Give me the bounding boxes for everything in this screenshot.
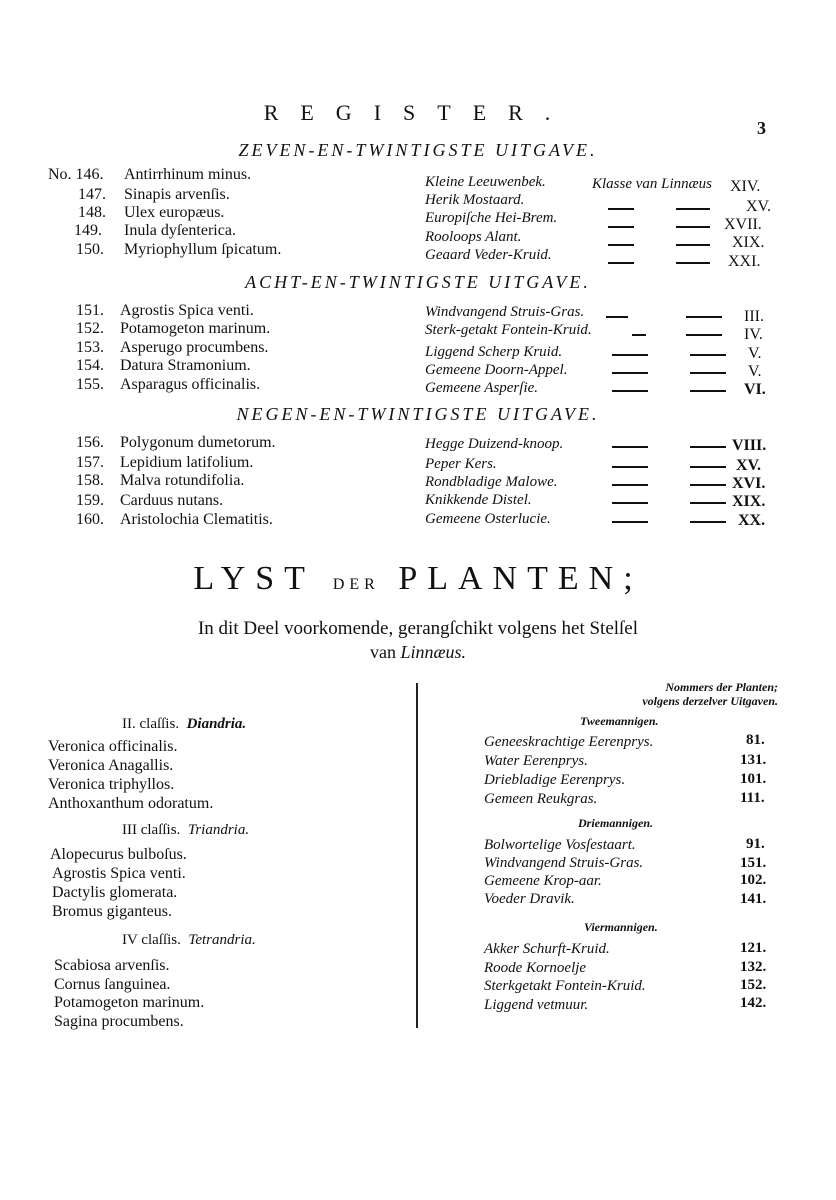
lyst-title	[0, 560, 836, 598]
lyst-title-b: PLANTEN;	[398, 560, 643, 597]
row-latin-name: Agrostis Spica venti.	[120, 302, 254, 319]
page-number: 3	[757, 118, 766, 138]
column-divider	[416, 683, 418, 1028]
class-label: III claſſis.	[122, 822, 181, 838]
plant-dutch: Water Eerenprys.	[484, 753, 588, 769]
ditto-dash	[612, 466, 648, 468]
row-number: 149.	[74, 222, 102, 239]
row-dutch-name: Windvangend Struis-Gras.	[425, 304, 585, 320]
plant-number: 131.	[740, 752, 767, 768]
row-number: 152.	[76, 320, 104, 337]
ditto-dash	[608, 226, 634, 228]
row-dutch-name: Gemeene Doorn-Appel.	[425, 362, 568, 378]
row-dutch-name: Rooloops Alant.	[425, 229, 522, 245]
row-klasse: XV.	[746, 198, 772, 215]
row-number: No. 146.	[48, 166, 104, 183]
ditto-dash	[690, 466, 726, 468]
row-latin-name: Inula dyſenterica.	[124, 222, 236, 239]
ditto-dash	[608, 244, 634, 246]
row-number: 160.	[76, 511, 104, 528]
ditto-dash	[612, 446, 648, 448]
row-latin-name: Myriophyllum ſpicatum.	[124, 241, 282, 258]
row-dutch-name: Rondbladige Malowe.	[425, 474, 558, 490]
row-latin-name: Asperugo procumbens.	[120, 339, 269, 356]
row-number: 150.	[76, 241, 104, 258]
row-number: 154.	[76, 357, 104, 374]
numbers-header-line2: volgens derzelver Uitgaven.	[642, 694, 778, 708]
lyst-title-der: DER	[332, 576, 380, 593]
row-dutch-name: Liggend Scherp Kruid.	[425, 344, 563, 360]
row-dutch-name: Herik Mostaard.	[425, 192, 525, 208]
group-heading: Tweemannigen.	[580, 714, 659, 728]
lyst-subtitle-line2	[0, 642, 836, 663]
ditto-dash	[612, 372, 648, 374]
plant-number: 152.	[740, 977, 767, 993]
row-klasse: XIX.	[732, 234, 765, 251]
row-dutch-name: Sterk-getakt Fontein-Kruid.	[425, 322, 592, 338]
plant-dutch: Windvangend Struis-Gras.	[484, 855, 644, 871]
row-latin-name: Carduus nutans.	[120, 492, 224, 509]
ditto-dash	[606, 316, 628, 318]
ditto-dash	[612, 521, 648, 523]
plant-latin: Veronica Anagallis.	[48, 757, 174, 774]
row-dutch-name: Europiſche Hei-Brem.	[425, 210, 558, 226]
section-heading: ZEVEN-EN-TWINTIGSTE UITGAVE.	[238, 140, 598, 160]
row-number: 153.	[76, 339, 104, 356]
numbers-header-line1: Nommers der Planten;	[665, 680, 778, 694]
plant-dutch: Voeder Dravik.	[484, 891, 575, 907]
plant-dutch: Roode Kornoelje	[484, 960, 587, 976]
plant-dutch: Akker Schurft-Kruid.	[484, 941, 610, 957]
plant-latin: Anthoxanthum odoratum.	[48, 795, 214, 812]
row-klasse: V.	[748, 363, 762, 380]
row-number: 158.	[76, 472, 104, 489]
row-dutch-name: Peper Kers.	[425, 456, 497, 472]
ditto-dash	[690, 502, 726, 504]
class-heading	[122, 822, 249, 839]
row-number: 156.	[76, 434, 104, 451]
plant-number: 101.	[740, 771, 767, 787]
ditto-dash	[612, 354, 648, 356]
section-heading: ACHT-EN-TWINTIGSTE UITGAVE.	[245, 272, 591, 292]
row-klasse: VI.	[744, 381, 766, 398]
row-latin-name: Aristolochia Clematitis.	[120, 511, 273, 528]
row-klasse: V.	[748, 345, 762, 362]
row-number: 151.	[76, 302, 104, 319]
row-klasse: IV.	[744, 326, 763, 343]
plant-number: 151.	[740, 855, 767, 871]
group-heading: Viermannigen.	[584, 920, 658, 934]
row-dutch-name: Gemeene Osterlucie.	[425, 511, 551, 527]
ditto-dash	[686, 334, 722, 336]
row-klasse: III.	[744, 308, 764, 325]
row-latin-name: Polygonum dumetorum.	[120, 434, 276, 451]
row-klasse: XVII.	[724, 216, 762, 233]
row-klasse: XIX.	[732, 493, 766, 510]
plant-dutch: Liggend vetmuur.	[484, 997, 589, 1013]
plant-dutch: Sterkgetakt Fontein-Kruid.	[484, 978, 646, 994]
plant-number: 141.	[740, 891, 767, 907]
ditto-dash	[612, 484, 648, 486]
subtitle-linnaeus: Linnæus.	[400, 642, 467, 662]
row-number: 148.	[78, 204, 106, 221]
plant-latin: Veronica triphyllos.	[48, 776, 175, 793]
class-name: Diandria.	[186, 716, 247, 732]
plant-number: 142.	[740, 995, 767, 1011]
plant-latin: Veronica officinalis.	[48, 738, 178, 755]
class-heading	[122, 932, 256, 949]
plant-latin: Agrostis Spica venti.	[52, 865, 186, 882]
plant-latin: Cornus ſanguinea.	[54, 976, 171, 993]
row-dutch-name: Geaard Veder-Kruid.	[425, 247, 552, 263]
row-dutch-name: Kleine Leeuwenbek.	[425, 174, 546, 190]
row-klasse: XX.	[738, 512, 766, 529]
subtitle-van: van	[369, 642, 396, 662]
register-title: REGISTER.	[263, 100, 573, 125]
ditto-dash	[676, 226, 710, 228]
row-latin-name: Lepidium latifolium.	[120, 454, 254, 471]
row-number: 159.	[76, 492, 104, 509]
row-number: 155.	[76, 376, 104, 393]
plant-latin: Potamogeton marinum.	[54, 994, 205, 1011]
plant-latin: Sagina procumbens.	[54, 1013, 184, 1030]
plant-dutch: Gemeen Reukgras.	[484, 791, 598, 807]
row-dutch-name: Knikkende Distel.	[425, 492, 532, 508]
lyst-title-a: LYST	[193, 560, 315, 597]
plant-latin: Dactylis glomerata.	[52, 884, 178, 901]
lyst-subtitle: In dit Deel voorkomende, gerangſchikt volgens het Stelſel	[197, 618, 639, 639]
class-name: Tetrandria.	[188, 932, 256, 948]
ditto-dash	[676, 244, 710, 246]
plant-latin: Alopecurus bulboſus.	[50, 846, 187, 863]
row-latin-name: Antirrhinum minus.	[124, 166, 252, 183]
row-klasse: XV.	[736, 457, 762, 474]
row-number: 157.	[76, 454, 104, 471]
plant-dutch: Driebladige Eerenprys.	[484, 772, 626, 788]
row-latin-name: Datura Stramonium.	[120, 357, 251, 374]
ditto-dash	[690, 446, 726, 448]
row-dutch-name: Gemeene Asperſie.	[425, 380, 539, 396]
ditto-dash	[690, 521, 726, 523]
ditto-dash	[608, 262, 634, 264]
plant-dutch: Gemeene Krop-aar.	[484, 873, 602, 889]
row-latin-name: Potamogeton marinum.	[120, 320, 271, 337]
plant-latin: Bromus giganteus.	[52, 903, 172, 920]
plant-number: 102.	[740, 872, 767, 888]
row-klasse: XVI.	[732, 475, 766, 492]
row-latin-name: Malva rotundifolia.	[120, 472, 245, 489]
ditto-dash	[690, 484, 726, 486]
ditto-dash	[612, 390, 648, 392]
row-dutch-name: Hegge Duizend-knoop.	[425, 436, 564, 452]
ditto-dash	[686, 316, 722, 318]
plant-number: 91.	[746, 836, 765, 852]
plant-number: 121.	[740, 940, 767, 956]
row-klasse: VIII.	[732, 437, 767, 454]
ditto-dash	[608, 208, 634, 210]
ditto-dash	[612, 502, 648, 504]
class-name: Triandria.	[187, 822, 250, 838]
class-label: IV claſſis.	[122, 932, 181, 948]
row-latin-name: Asparagus officinalis.	[120, 376, 261, 393]
ditto-dash	[690, 354, 726, 356]
plant-number: 111.	[740, 790, 765, 806]
row-klasse: XIV.	[730, 178, 761, 195]
row-latin-name: Ulex europæus.	[124, 204, 225, 221]
plant-number: 132.	[740, 959, 767, 975]
ditto-dash	[676, 262, 710, 264]
klasse-header: Klasse van Linnæus	[592, 176, 713, 192]
ditto-dash	[676, 208, 710, 210]
group-heading: Driemannigen.	[578, 816, 654, 830]
plant-dutch: Bolwortelige Vosſestaart.	[484, 837, 636, 853]
plant-number: 81.	[746, 732, 765, 748]
plant-dutch: Geneeskrachtige Eerenprys.	[484, 734, 654, 750]
ditto-dash	[690, 372, 726, 374]
row-klasse: XXI.	[728, 253, 761, 270]
plant-latin: Scabiosa arvenſis.	[54, 957, 170, 974]
numbers-header	[560, 680, 778, 708]
class-label: II. claſſis.	[122, 716, 180, 732]
section-heading: NEGEN-EN-TWINTIGSTE UITGAVE.	[236, 404, 600, 424]
class-heading	[122, 716, 246, 733]
ditto-dash	[690, 390, 726, 392]
row-latin-name: Sinapis arvenſis.	[124, 186, 230, 203]
ditto-dash	[632, 334, 646, 336]
row-number: 147.	[78, 186, 106, 203]
